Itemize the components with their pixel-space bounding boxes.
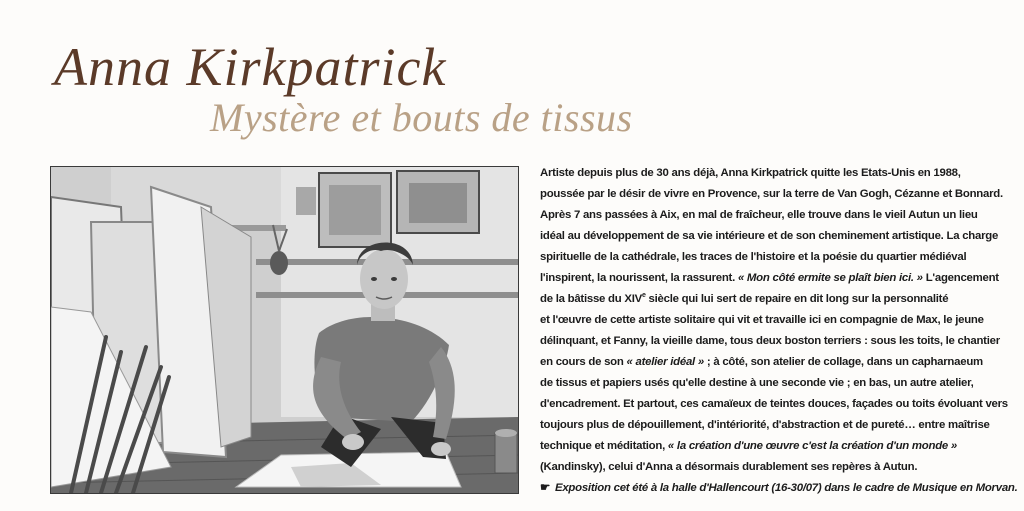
text-line: idéal au développement de sa vie intérieure et de son cheminement artistique. La charge [540, 230, 999, 242]
article-title: Anna Kirkpatrick [54, 37, 447, 97]
vase [270, 251, 288, 275]
paint-can [495, 433, 517, 473]
artist-photo [50, 166, 519, 494]
text-line: technique et méditation, « la création d'une œuvre c'est la création d'un monde » [540, 440, 958, 452]
text-line: en cours de son « atelier idéal » ; à côté, son atelier de collage, dans un capharnaeum [540, 356, 983, 368]
text-line: et l'œuvre de cette artiste solitaire qui vit et travaille ici en compagnie de Max, le jeune [540, 314, 984, 326]
text-line: de la bâtisse du XIVe siècle qui lui sert de repaire en dit long sur la personnalité [540, 292, 949, 305]
pointing-hand-icon: ☛ [540, 482, 550, 494]
artist-face [360, 249, 408, 309]
text-line: spirituelle de la cathédrale, les traces de l'histoire et la poésie du quartier médiéval [540, 251, 967, 263]
text-line: Après 7 ans passées à Aix, en mal de fraîcheur, elle trouve dans le vieil Autun un lieu [540, 209, 978, 221]
text-line: l'inspirent, la nourissent, la rassurent. « Mon côté ermite se plaît bien ici. » L'agencement [540, 272, 999, 284]
article-body [540, 163, 1018, 499]
article-subtitle: Mystère et bouts de tissus [210, 95, 633, 140]
quote: « Mon côté ermite se plaît bien ici. » [737, 272, 923, 284]
text-line: toujours plus de dépouillement, d'intériorité, d'abstraction et de pureté… entre maîtrise [540, 419, 990, 431]
quote: « la création d'une œuvre c'est la création d'un monde » [667, 440, 958, 452]
text-line: délinquant, et Fanny, la vieille dame, tous deux boston terriers : sous les toits, le chantier [540, 335, 1000, 347]
exhibition-note: ☛ Exposition cet été à la halle d'Hallencourt (16-30/07) dans le cadre de Musique en Morvan. [540, 482, 1018, 494]
text-line: poussée par le désir de vivre en Provence, sur la terre de Van Gogh, Cézanne et Bonnard. [540, 188, 1003, 200]
text-line: Artiste depuis plus de 30 ans déjà, Anna Kirkpatrick quitte les Etats-Unis en 1988, [540, 167, 961, 179]
quote: « atelier idéal » [626, 356, 704, 368]
text-line: d'encadrement. Et partout, ces camaïeux de teintes douces, façades ou toits évoluant vers [540, 398, 1008, 410]
text-line: de tissus et papiers usés qu'elle destine à une seconde vie ; en bas, un autre atelier, [540, 377, 974, 389]
text-line: (Kandinsky), celui d'Anna a désormais durablement ses repères à Autun. [540, 461, 918, 473]
